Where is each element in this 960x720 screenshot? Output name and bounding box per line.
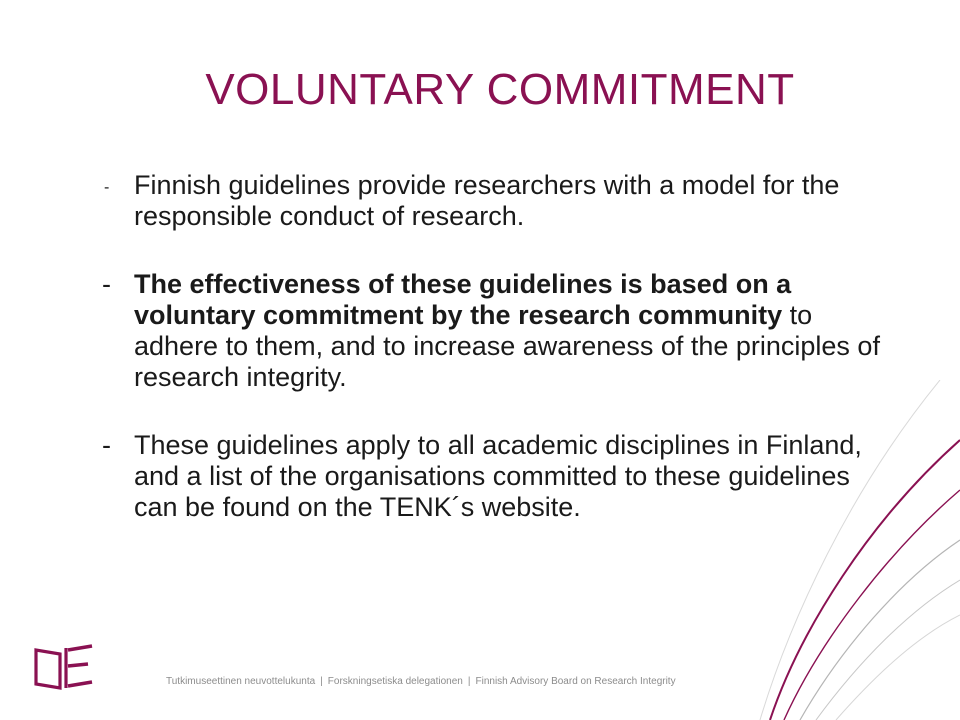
footer-separator: | — [320, 676, 323, 687]
footer-text — [166, 676, 676, 688]
footer-item: Finnish Advisory Board on Research Integrity — [475, 676, 676, 687]
bullet-text: Finnish guidelines provide researchers with a model for the responsible conduct of research. — [134, 170, 840, 231]
slide-title: VOLUNTARY COMMITMENT — [205, 65, 795, 114]
bullet-marker: - — [102, 430, 111, 460]
bullet-item — [96, 269, 896, 393]
bullet-text: These guidelines apply to all academic disciplines in Finland, and a list of the organisations committed to these guidelines can be found on the TENK´s website. — [134, 430, 862, 522]
bullet-marker: - — [102, 269, 111, 299]
footer-item: Tutkimuseettinen neuvottelukunta — [166, 676, 316, 687]
bullet-text: to adhere to them, and to increase awareness of the principles of research integrity. — [134, 300, 880, 392]
tenk-book-logo-icon — [32, 640, 96, 692]
footer-item: Forskningsetiska delegationen — [327, 676, 463, 687]
bullet-bold-text: The effectiveness of these guidelines is based on a voluntary commitment by the research community — [134, 269, 792, 330]
footer-separator: | — [467, 676, 471, 687]
decorative-swoosh — [740, 380, 960, 720]
bullet-item — [96, 170, 896, 232]
bullet-marker: - — [104, 179, 110, 196]
